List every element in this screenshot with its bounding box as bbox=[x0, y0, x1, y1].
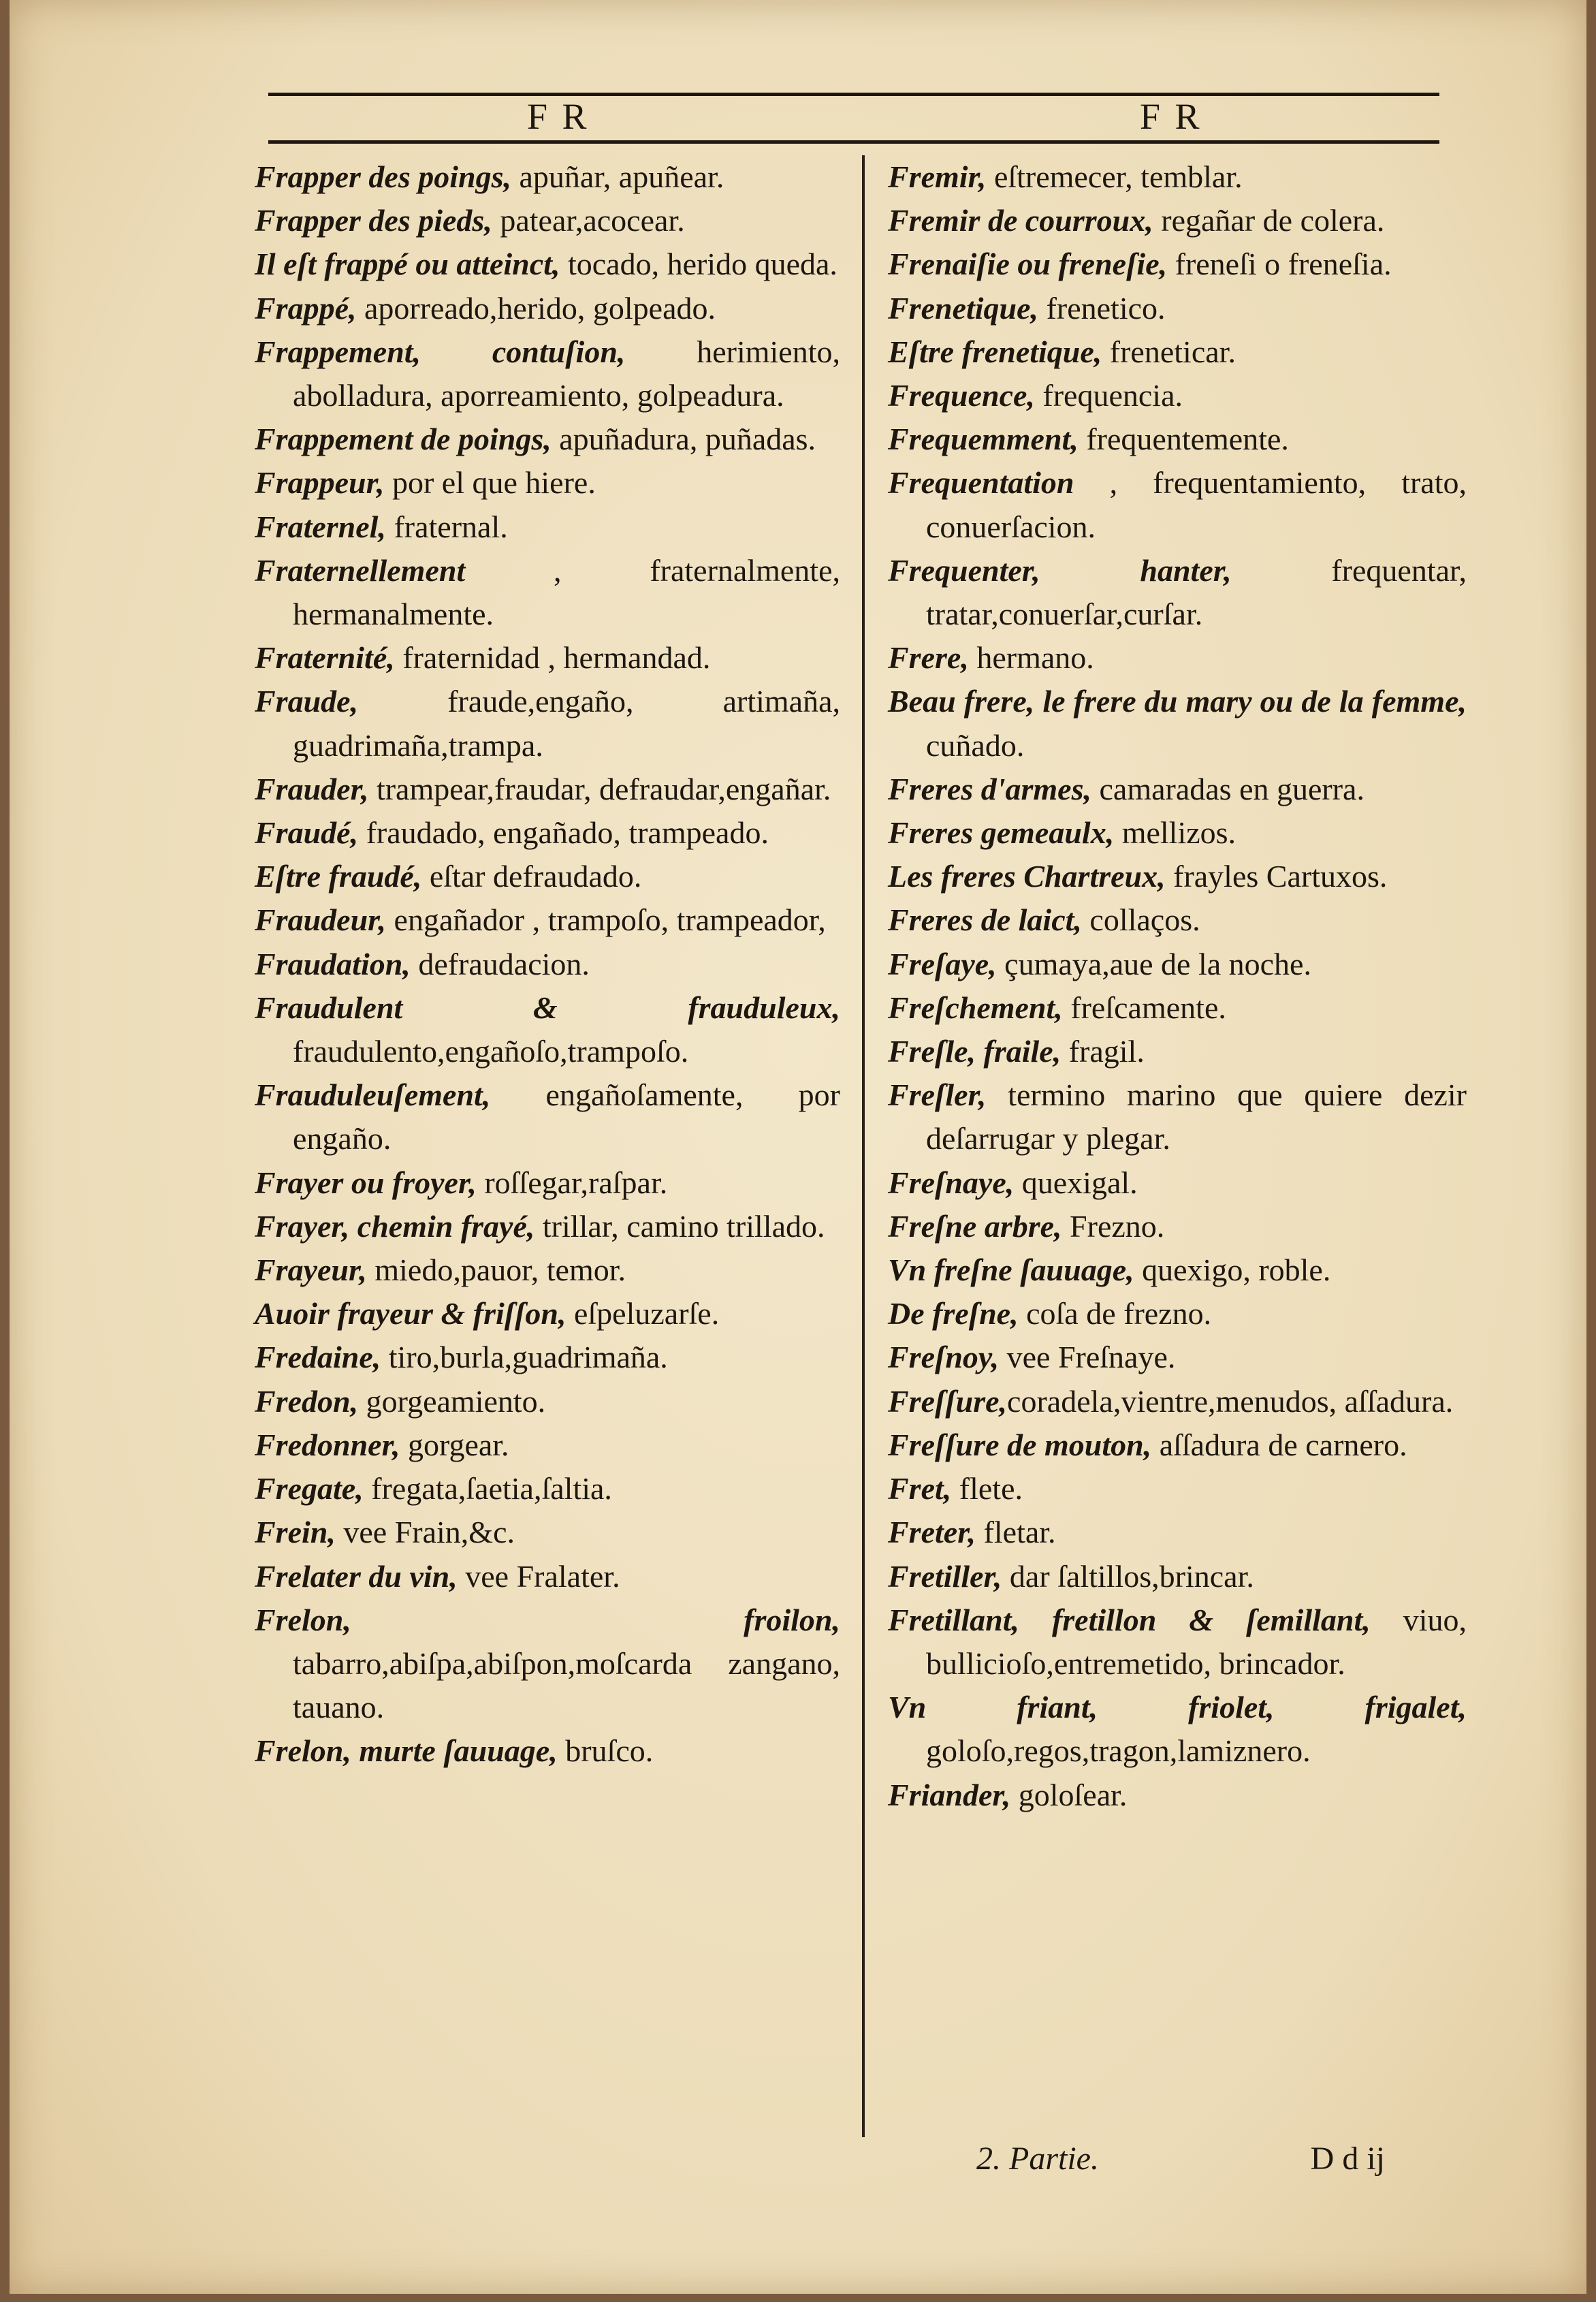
dictionary-entry bbox=[255, 855, 840, 898]
dictionary-entry bbox=[888, 1511, 1467, 1554]
entry-definition: trillar, camino trillado. bbox=[534, 1208, 825, 1244]
dictionary-entry bbox=[888, 1292, 1467, 1336]
entry-definition: tiro,burla,guadrimaña. bbox=[381, 1340, 668, 1375]
entry-headword: Frequenter, hanter, bbox=[888, 552, 1232, 588]
entry-definition: fraudado, engañado, trampeado. bbox=[358, 815, 769, 851]
entry-headword: Frelater du vin, bbox=[255, 1558, 458, 1594]
dictionary-entry bbox=[255, 505, 840, 549]
entry-definition: fraternal. bbox=[385, 509, 508, 544]
entry-headword: Freſnoy, bbox=[888, 1340, 1000, 1375]
entry-definition: fletar. bbox=[976, 1515, 1056, 1550]
dictionary-entry bbox=[888, 417, 1467, 461]
dictionary-entry bbox=[255, 1336, 840, 1379]
dictionary-entry bbox=[255, 768, 840, 811]
dictionary-entry bbox=[255, 1073, 840, 1161]
right-column bbox=[888, 155, 1467, 1817]
entry-headword: Frelon, murte ſauuage, bbox=[255, 1733, 558, 1769]
dictionary-entry bbox=[888, 1336, 1467, 1379]
dictionary-entry bbox=[888, 1467, 1467, 1511]
dictionary-entry bbox=[888, 986, 1467, 1030]
running-head-right: F R bbox=[1140, 96, 1202, 137]
dictionary-entry bbox=[255, 287, 840, 330]
entry-headword: Fraudé, bbox=[255, 815, 359, 851]
dictionary-entry bbox=[888, 768, 1467, 811]
dictionary-entry bbox=[888, 461, 1467, 548]
entry-definition: trampear,fraudar, defraudar,engañar. bbox=[368, 771, 831, 806]
dictionary-entry bbox=[888, 1423, 1467, 1467]
entry-headword: Fretiller, bbox=[888, 1558, 1002, 1594]
entry-headword: Auoir frayeur & friſſon, bbox=[255, 1296, 566, 1331]
dictionary-entry bbox=[888, 1248, 1467, 1292]
entry-definition: miedo,pauor, temor. bbox=[366, 1252, 626, 1288]
entry-definition: eſtremecer, temblar. bbox=[986, 159, 1243, 194]
dictionary-entry bbox=[888, 242, 1467, 286]
entry-headword: Freſnaye, bbox=[888, 1165, 1015, 1200]
dictionary-entry bbox=[255, 330, 840, 417]
entry-headword: Freres gemeaulx, bbox=[888, 815, 1115, 851]
entry-definition: quexigo, roble. bbox=[1134, 1252, 1331, 1288]
entry-definition: aſſadura de carnero. bbox=[1151, 1427, 1407, 1462]
dictionary-entry bbox=[255, 1161, 840, 1205]
dictionary-entry bbox=[255, 461, 840, 505]
entry-headword: Frauduleuſement, bbox=[255, 1077, 491, 1113]
entry-headword: Fraudation, bbox=[255, 946, 411, 981]
entry-definition: freneticar. bbox=[1102, 334, 1236, 369]
entry-definition: roſſegar,raſpar. bbox=[476, 1165, 668, 1200]
entry-headword: Fretillant, fretillon & ſemillant, bbox=[888, 1602, 1371, 1637]
dictionary-entry bbox=[255, 1423, 840, 1467]
entry-definition: apuñar, apuñear. bbox=[511, 159, 724, 194]
page-footer bbox=[976, 2140, 1385, 2177]
entry-headword: Fret, bbox=[888, 1471, 952, 1507]
entry-headword: Vn friant, friolet, frigalet, bbox=[888, 1690, 1467, 1725]
entry-definition: fregata,ſaetia,ſaltia. bbox=[363, 1471, 612, 1507]
dictionary-entry bbox=[888, 1380, 1467, 1423]
entry-headword: Fraternel, bbox=[255, 509, 386, 544]
entry-definition: fragil. bbox=[1061, 1034, 1145, 1069]
dictionary-entry bbox=[255, 1598, 840, 1730]
entry-headword: Frappé, bbox=[255, 290, 357, 326]
entry-headword: Frappement de poings, bbox=[255, 422, 552, 457]
entry-headword: Eſtre fraudé, bbox=[255, 859, 422, 894]
entry-definition: freſcamente. bbox=[1062, 990, 1226, 1025]
entry-headword: Frenaiſie ou freneſie, bbox=[888, 247, 1168, 282]
entry-definition: mellizos. bbox=[1114, 815, 1236, 851]
entry-headword: Friander, bbox=[888, 1777, 1011, 1812]
entry-headword: Freres de laict, bbox=[888, 902, 1082, 938]
dictionary-entry bbox=[888, 943, 1467, 986]
entry-headword: Eſtre frenetique, bbox=[888, 334, 1102, 369]
header-rule-top bbox=[268, 93, 1439, 96]
running-head-left: F R bbox=[527, 96, 590, 137]
dictionary-entry bbox=[888, 1686, 1467, 1773]
entry-definition: termino marino que quiere dezir deſarrugar y plegar. bbox=[926, 1077, 1467, 1156]
entry-headword: Freſler, bbox=[888, 1077, 987, 1113]
entry-headword: Freres d'armes, bbox=[888, 771, 1091, 806]
entry-definition: tabarro,abiſpa,abiſpon,moſcarda zangano, tauano. bbox=[293, 1645, 840, 1725]
dictionary-entry bbox=[255, 986, 840, 1073]
entry-definition: cuñado. bbox=[926, 727, 1025, 763]
dictionary-entry bbox=[255, 549, 840, 636]
entry-definition: frequentemente. bbox=[1078, 422, 1289, 457]
dictionary-entry bbox=[888, 287, 1467, 330]
left-column bbox=[255, 155, 840, 1773]
dictionary-entry bbox=[255, 1511, 840, 1554]
entry-headword: Fraudeur, bbox=[255, 902, 387, 938]
dictionary-entry bbox=[888, 199, 1467, 242]
signature-mark: D d ij bbox=[1310, 2141, 1385, 2177]
entry-definition: fraude,engaño, artimaña, guadrimaña,trampa. bbox=[293, 684, 840, 763]
entry-definition: çumaya,aue de la noche. bbox=[996, 946, 1311, 981]
dictionary-entry bbox=[888, 1030, 1467, 1073]
entry-definition: coradela,vientre,menudos, aſſadura. bbox=[1007, 1383, 1454, 1419]
entry-headword: Frayer, chemin frayé, bbox=[255, 1208, 535, 1244]
entry-definition: herimiento, abolladura, aporreamiento, golpeadura. bbox=[293, 334, 840, 413]
dictionary-entry bbox=[255, 242, 840, 286]
dictionary-entry bbox=[888, 1773, 1467, 1817]
entry-headword: Fraternellement bbox=[255, 552, 466, 588]
dictionary-entry bbox=[255, 1292, 840, 1336]
dictionary-entry bbox=[888, 1555, 1467, 1598]
dictionary-entry bbox=[888, 155, 1467, 199]
dictionary-entry bbox=[255, 1729, 840, 1773]
entry-definition: , frequentamiento, trato, conuerſacion. bbox=[926, 465, 1467, 544]
entry-headword: Freſaye, bbox=[888, 946, 997, 981]
dictionary-entry bbox=[888, 898, 1467, 942]
dictionary-entry bbox=[255, 898, 840, 942]
entry-definition: vee Frain,&c. bbox=[335, 1515, 515, 1550]
entry-headword: Frapper des poings, bbox=[255, 159, 511, 194]
dictionary-entry bbox=[888, 680, 1467, 767]
entry-headword: Vn freſne ſauuage, bbox=[888, 1252, 1134, 1288]
dictionary-entry bbox=[888, 549, 1467, 636]
entry-headword: Freter, bbox=[888, 1515, 976, 1550]
entry-definition: gorgeamiento. bbox=[358, 1383, 546, 1419]
dictionary-entry bbox=[255, 811, 840, 855]
dictionary-entry bbox=[888, 636, 1467, 680]
entry-definition: frequencia. bbox=[1034, 378, 1183, 413]
dictionary-entry bbox=[888, 1161, 1467, 1205]
entry-definition: apuñadura, puñadas. bbox=[551, 422, 816, 457]
entry-headword: Frayer ou froyer, bbox=[255, 1165, 477, 1200]
entry-headword: Beau frere, le frere du mary ou de la femme, bbox=[888, 684, 1467, 719]
entry-definition: eſpeluzarſe. bbox=[566, 1296, 720, 1331]
dictionary-entry bbox=[888, 1205, 1467, 1248]
entry-headword: Freſne arbre, bbox=[888, 1208, 1062, 1244]
entry-definition: regañar de colera. bbox=[1153, 203, 1385, 238]
entry-headword: Fregate, bbox=[255, 1471, 364, 1507]
entry-definition: viuo, bullicioſo,entremetido, brincador. bbox=[926, 1602, 1467, 1681]
entry-headword: Freſchement, bbox=[888, 990, 1063, 1025]
dictionary-entry bbox=[255, 417, 840, 461]
entry-headword: Il eſt frappé ou atteinct, bbox=[255, 247, 560, 282]
entry-definition: frenetico. bbox=[1038, 290, 1166, 326]
entry-headword: Fraternité, bbox=[255, 640, 395, 676]
dictionary-entry bbox=[255, 199, 840, 242]
entry-definition: goloſo,regos,tragon,lamiznero. bbox=[926, 1733, 1311, 1769]
entry-headword: Fremir, bbox=[888, 159, 987, 194]
entry-headword: Frappement, contuſion, bbox=[255, 334, 626, 369]
entry-headword: Freſſure, bbox=[888, 1383, 1008, 1419]
dictionary-entry bbox=[888, 330, 1467, 374]
dictionary-entry bbox=[888, 811, 1467, 855]
entry-headword: De freſne, bbox=[888, 1296, 1019, 1331]
entry-definition: por el que hiere. bbox=[384, 465, 596, 501]
dictionary-entry bbox=[888, 1598, 1467, 1686]
dictionary-entry bbox=[255, 1248, 840, 1292]
entry-headword: Les freres Chartreux, bbox=[888, 859, 1166, 894]
entry-headword: Fredonner, bbox=[255, 1427, 400, 1462]
entry-definition: gorgear. bbox=[400, 1427, 509, 1462]
dictionary-entry bbox=[255, 680, 840, 767]
dictionary-page bbox=[10, 0, 1586, 2294]
entry-definition: vee Freſnaye. bbox=[999, 1340, 1176, 1375]
dictionary-entry bbox=[255, 1555, 840, 1598]
entry-definition: patear,acocear. bbox=[492, 203, 685, 238]
entry-definition: fraudulento,engañoſo,trampoſo. bbox=[293, 1034, 689, 1069]
dictionary-entry bbox=[888, 374, 1467, 417]
entry-headword: Frelon, froilon, bbox=[255, 1602, 840, 1637]
entry-headword: Frere, bbox=[888, 640, 969, 676]
entry-definition: camaradas en guerra. bbox=[1091, 771, 1364, 806]
dictionary-entry bbox=[255, 155, 840, 199]
dictionary-entry bbox=[255, 1380, 840, 1423]
entry-headword: Frapper des pieds, bbox=[255, 203, 492, 238]
entry-definition: quexigal. bbox=[1014, 1165, 1138, 1200]
entry-definition: vee Fralater. bbox=[457, 1558, 620, 1594]
entry-headword: Frenetique, bbox=[888, 290, 1039, 326]
entry-definition: collaços. bbox=[1081, 902, 1200, 938]
entry-headword: Fraudulent & frauduleux, bbox=[255, 990, 840, 1025]
entry-definition: fraternidad , hermandad. bbox=[394, 640, 711, 676]
entry-headword: Frequence, bbox=[888, 378, 1035, 413]
dictionary-entry bbox=[255, 636, 840, 680]
entry-headword: Frequentation bbox=[888, 465, 1074, 501]
header-rule-bottom bbox=[268, 140, 1439, 144]
entry-definition: flete. bbox=[951, 1471, 1023, 1507]
entry-headword: Freſſure de mouton, bbox=[888, 1427, 1152, 1462]
entry-headword: Fremir de courroux, bbox=[888, 203, 1153, 238]
entry-definition: bruſco. bbox=[557, 1733, 654, 1769]
entry-headword: Frein, bbox=[255, 1515, 336, 1550]
entry-headword: Fraude, bbox=[255, 684, 359, 719]
dictionary-entry bbox=[888, 855, 1467, 898]
entry-headword: Frappeur, bbox=[255, 465, 385, 501]
entry-headword: Frayeur, bbox=[255, 1252, 367, 1288]
entry-definition: hermano. bbox=[968, 640, 1094, 676]
entry-definition: goloſear. bbox=[1010, 1777, 1128, 1812]
entry-headword: Frauder, bbox=[255, 771, 369, 806]
entry-definition: Frezno. bbox=[1062, 1208, 1165, 1244]
column-divider bbox=[862, 155, 865, 2137]
dictionary-entry bbox=[255, 943, 840, 986]
dictionary-entry bbox=[888, 1073, 1467, 1161]
entry-headword: Freſle, fraile, bbox=[888, 1034, 1062, 1069]
entry-headword: Fredaine, bbox=[255, 1340, 381, 1375]
entry-headword: Fredon, bbox=[255, 1383, 359, 1419]
entry-headword: Frequemment, bbox=[888, 422, 1079, 457]
entry-definition: freneſi o freneſia. bbox=[1167, 247, 1392, 282]
entry-definition: , fraternalmente, hermanalmente. bbox=[293, 552, 840, 632]
entry-definition: coſa de frezno. bbox=[1018, 1296, 1212, 1331]
entry-definition: dar ſaltillos,brincar. bbox=[1002, 1558, 1254, 1594]
dictionary-entry bbox=[255, 1467, 840, 1511]
part-label: 2. Partie. bbox=[976, 2141, 1099, 2177]
entry-definition: tocado, herido queda. bbox=[560, 247, 837, 282]
entry-definition: eſtar defraudado. bbox=[421, 859, 642, 894]
entry-definition: defraudacion. bbox=[410, 946, 590, 981]
entry-definition: engañador , trampoſo, trampeador, bbox=[386, 902, 826, 938]
entry-definition: aporreado,herido, golpeado. bbox=[356, 290, 716, 326]
entry-definition: frequentar, tratar,conuerſar,curſar. bbox=[926, 552, 1467, 632]
entry-definition: engañoſamente, por engaño. bbox=[293, 1077, 840, 1156]
dictionary-entry bbox=[255, 1205, 840, 1248]
entry-definition: frayles Cartuxos. bbox=[1165, 859, 1388, 894]
